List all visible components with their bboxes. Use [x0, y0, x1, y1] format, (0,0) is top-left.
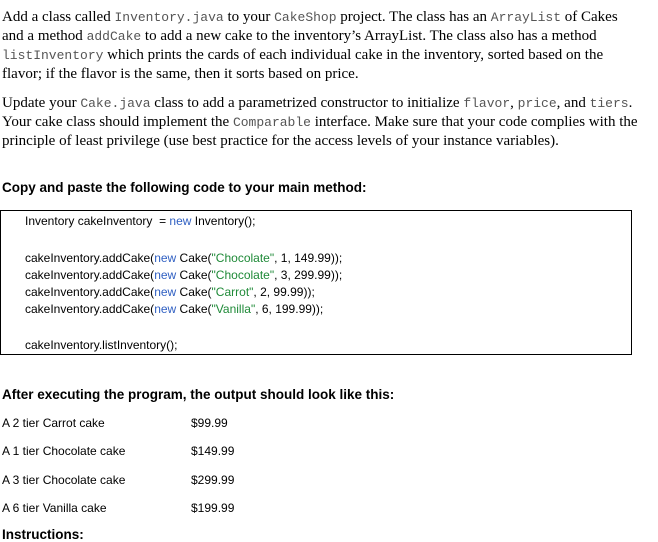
code-line-addcake	[25, 302, 323, 316]
code-string: "Vanilla"	[211, 302, 256, 316]
output-price: $199.99	[191, 501, 235, 515]
code-arraylist: ArrayList	[490, 10, 562, 25]
code-line-addcake	[25, 285, 315, 299]
code-text: Cake(	[176, 302, 212, 316]
paragraph-cake-class	[2, 94, 642, 151]
code-comparable: Comparable	[232, 115, 311, 130]
code-cake-java: Cake.java	[80, 96, 151, 111]
code-tiers: tiers	[589, 96, 629, 111]
output-price: $149.99	[191, 444, 235, 458]
output-price: $299.99	[191, 473, 235, 487]
code-text: , 6, 199.99));	[255, 302, 324, 316]
code-keyword: new	[169, 214, 192, 228]
code-text: Inventory cakeInventory =	[25, 214, 170, 228]
output-price: $99.99	[191, 416, 228, 430]
text: . Your cake class should implement the	[2, 95, 633, 130]
code-text: , 3, 299.99));	[274, 268, 343, 282]
text: Add a class called	[2, 9, 115, 25]
paragraph-inventory-class	[2, 8, 642, 84]
text: class to add a parametrized constructor to initialize	[150, 95, 464, 111]
instructions-heading: Instructions:	[2, 527, 84, 542]
code-keyword: new	[154, 268, 177, 282]
code-text: , 2, 99.99));	[253, 285, 315, 299]
code-text: Cake(	[176, 268, 212, 282]
code-text: Cake(	[176, 285, 212, 299]
code-keyword: new	[154, 302, 177, 316]
text: interface. Make sure that your code complies with the principle of least privilege (use best practice for the access levels of your instance variables).	[2, 114, 638, 149]
text: ,	[510, 95, 518, 111]
code-line-addcake	[25, 251, 342, 265]
code-text: Inventory();	[191, 214, 256, 228]
code-inventory-java: Inventory.java	[114, 10, 224, 25]
text: of Cakes and a method	[2, 9, 618, 44]
code-line-addcake	[25, 268, 342, 282]
code-flavor: flavor	[463, 96, 511, 111]
output-heading: After executing the program, the output should look like this:	[2, 387, 395, 402]
code-keyword: new	[154, 285, 177, 299]
code-string: "Chocolate"	[211, 251, 275, 265]
text: to your	[223, 9, 275, 25]
output-description: A 1 tier Chocolate cake	[2, 444, 126, 458]
code-price: price	[517, 96, 557, 111]
code-text: , 1, 149.99));	[274, 251, 343, 265]
code-string: "Carrot"	[211, 285, 254, 299]
output-description: A 3 tier Chocolate cake	[2, 473, 126, 487]
code-line-listinventory: cakeInventory.listInventory();	[25, 338, 178, 352]
code-keyword: new	[154, 251, 177, 265]
code-string: "Chocolate"	[211, 268, 275, 282]
text: Update your	[2, 95, 81, 111]
code-cakeshop: CakeShop	[274, 10, 337, 25]
code-line-inventory	[25, 214, 255, 228]
output-description: A 6 tier Vanilla cake	[2, 501, 107, 515]
code-addcake: addCake	[86, 29, 142, 44]
copy-code-heading: Copy and paste the following code to your main method:	[2, 180, 367, 195]
text: , and	[556, 95, 590, 111]
code-block[interactable]	[0, 210, 632, 355]
code-text: cakeInventory.addCake(	[25, 268, 155, 282]
text: project. The class has an	[336, 9, 491, 25]
code-text: cakeInventory.addCake(	[25, 285, 155, 299]
text: to add a new cake to the inventory’s ArrayList. The class also has a method	[141, 28, 597, 44]
text: which prints the cards of each individual cake in the inventory, sorted based on the flavor; if the flavor is the same, then it sorts based on price.	[2, 47, 604, 82]
code-text: cakeInventory.addCake(	[25, 251, 155, 265]
code-text: cakeInventory.addCake(	[25, 302, 155, 316]
output-description: A 2 tier Carrot cake	[2, 416, 105, 430]
code-listinventory: listInventory	[2, 48, 104, 63]
code-text: Cake(	[176, 251, 212, 265]
